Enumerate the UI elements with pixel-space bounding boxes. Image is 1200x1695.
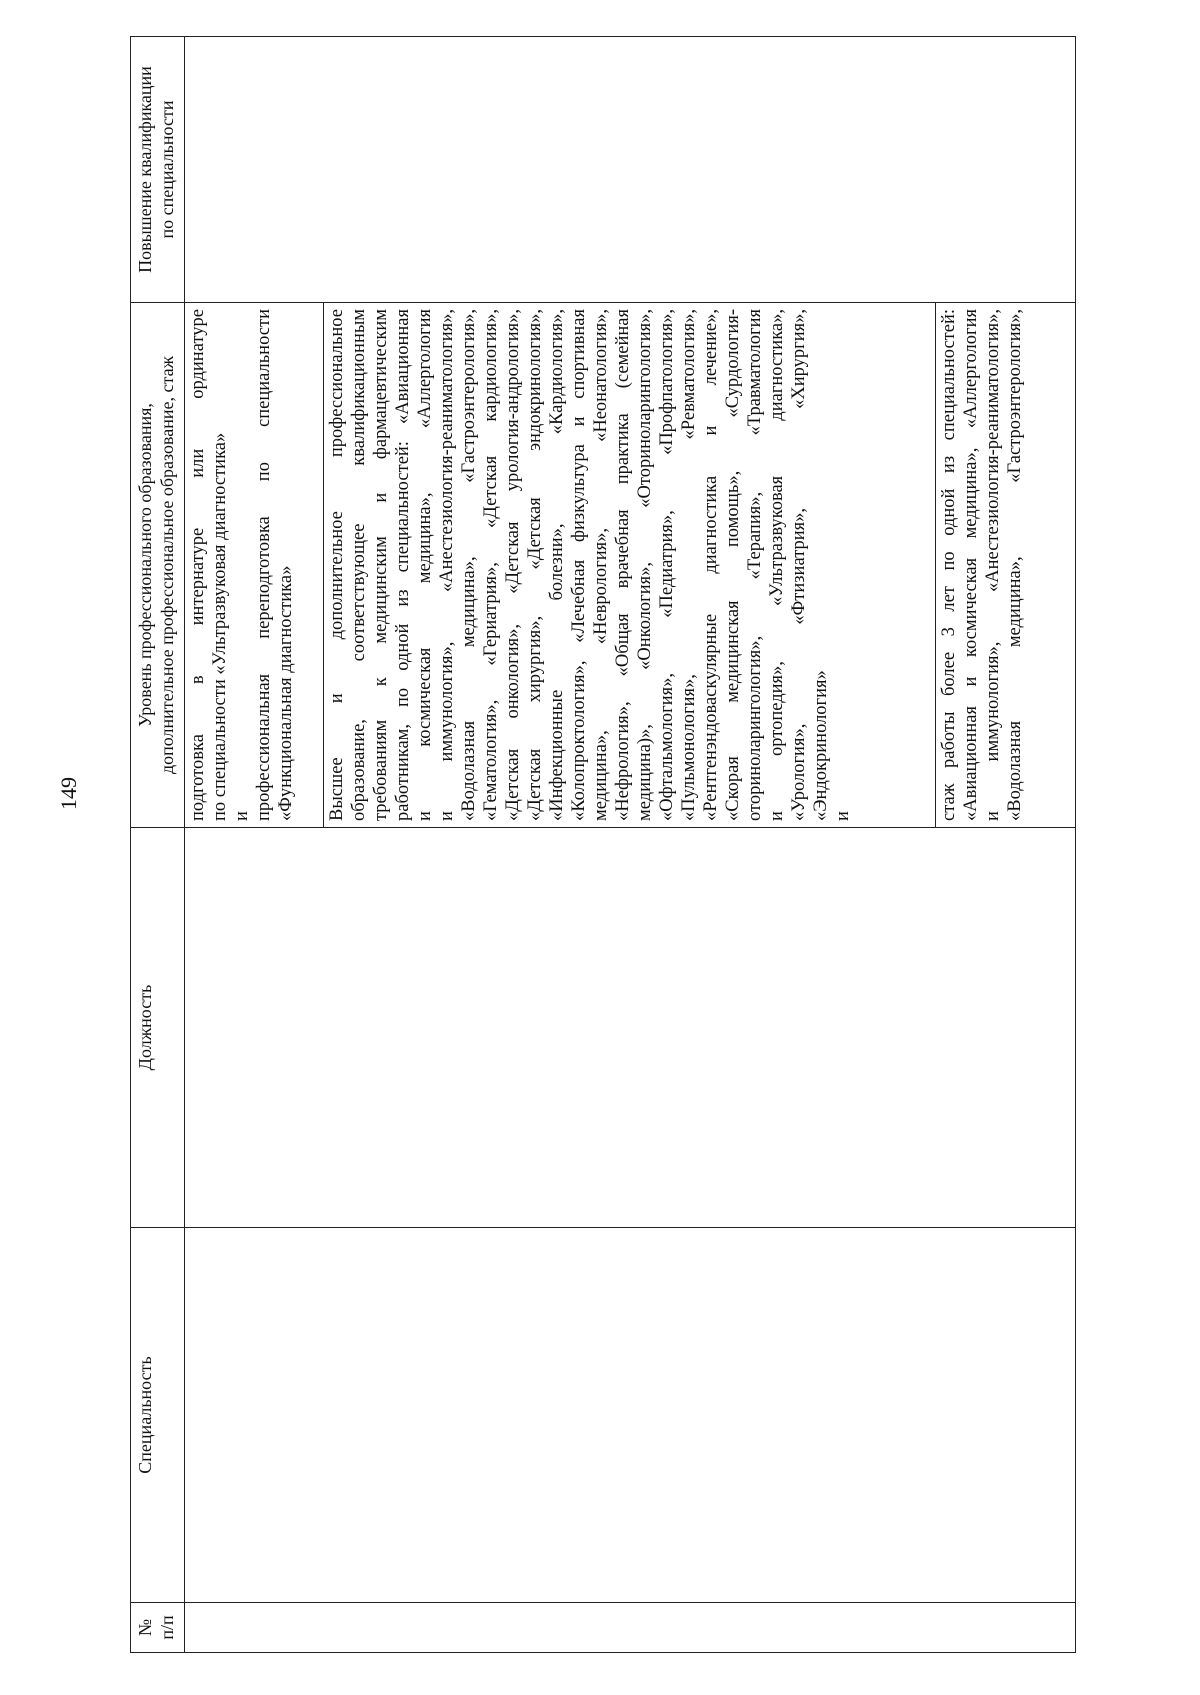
page-number: 149 — [56, 777, 81, 810]
table-row — [185, 37, 324, 1653]
header-education-level: Уровень профессионального образования, дополнительное профессиональное образование, стаж — [131, 303, 185, 828]
cell-work-experience: стаж работы более 3 лет по одной из специальностей: «Авиационная и космическая медицина», «Аллергология и иммунология», «Анестезиология-реаниматология», «Водолазная медицина», «Гастроэнтерология», — [936, 303, 1076, 828]
cell-position — [185, 828, 1076, 1228]
cell-specialty — [185, 1228, 1076, 1603]
cell-number — [185, 1603, 1076, 1653]
header-number: № п/п — [131, 1603, 185, 1653]
cell-training-requirements: подготовка в интернатуре или ординатуре по специальности «Ультразвуковая диагностика» и профессиональная переподготовка по специальности «Функциональная диагностика» — [185, 303, 324, 828]
header-specialty: Специальность — [131, 1228, 185, 1603]
rotated-page-content — [130, 37, 1075, 1653]
table-header-row — [131, 37, 185, 1653]
qualification-table — [130, 36, 1076, 1653]
header-advanced-training: Повышение квалификации по специальности — [131, 37, 185, 303]
header-position: Должность — [131, 828, 185, 1228]
cell-education-requirements: Высшее и дополнительное профессиональное образование, соответствующее квалификационным требованиям к медицинским и фармацевтическим работникам, по одной из специальностей: «Авиационная и космическая медицина», «Аллергология и иммунология», «Анестезиология-реаниматология», «Водолазная медицина», «Гастроэнтерология», «Гематология», «Гериатрия», «Детская кардиология», «Детская онкология», «Детская урология-андрология», «Детская хирургия», «Детская эндокринология», «Инфекционные болезни», «Кардиология», «Колопроктология», «Лечебная физкультура и спортивная медицина», «Неврология», «Неонатология», «Нефрология», «Общая врачебная практика (семейная медицина)», «Онкология», «Оториноларингология», «Офтальмология», «Педиатрия», «Профпатология», «Пульмонология», «Ревматология», «Рентгенэндоваскулярные диагностика и лечение», «Скорая медицинская помощь», «Сурдология- оториноларингология», «Терапия», «Травматология и ортопедия», «Ультразвуковая диагностика», «Урология», «Фтизиатрия», «Хирургия», «Эндокринология» и — [324, 303, 936, 828]
cell-advanced-training — [185, 37, 1076, 303]
